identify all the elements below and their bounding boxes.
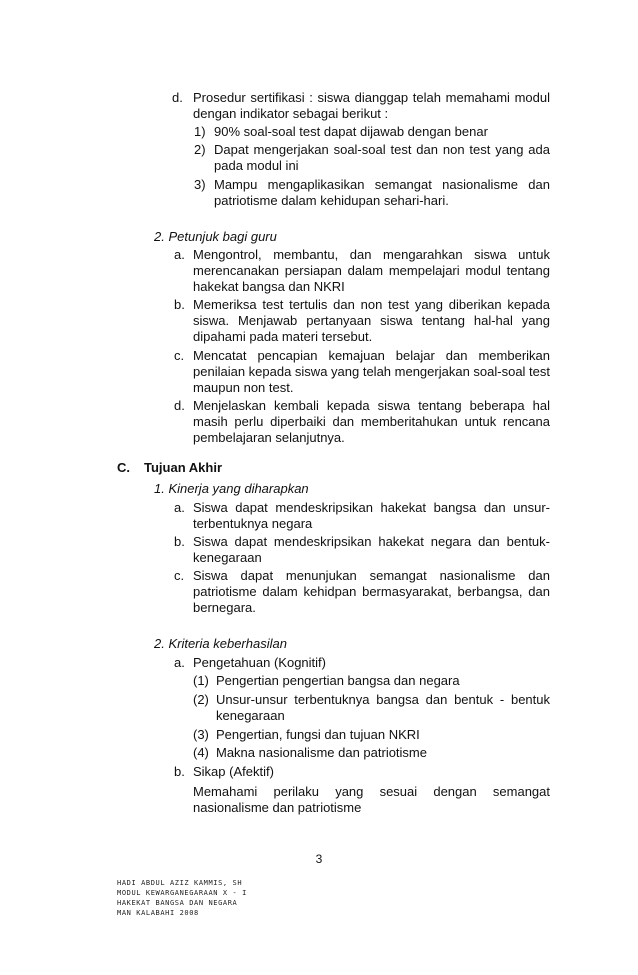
- list-item: pada modul ini: [214, 158, 299, 173]
- paragraph-line: Mencatat pencapian kemajuan belajar dan memberikan: [193, 348, 550, 363]
- footer-line: HAKEKAT BANGSA DAN NEGARA: [117, 899, 238, 907]
- list-item: Mampu mengaplikasikan semangat nasionalisme dan: [214, 177, 550, 192]
- paragraph-line: Prosedur sertifikasi : siswa dianggap telah memahami modul: [193, 90, 550, 105]
- paragraph-line: Menjelaskan kembali kepada siswa tentang beberapa hal: [193, 398, 550, 413]
- paragraph-line: masih perlu diperbaiki dan memberitahukan untuk rencana: [193, 414, 550, 429]
- paragraph-line: Siswa dapat menunjukan semangat nasionalisme dan: [193, 568, 550, 583]
- list-marker: a.: [174, 500, 185, 515]
- paragraph-line: Pengetahuan (Kognitif): [193, 655, 326, 670]
- paragraph-line: Siswa dapat mendeskripsikan hakekat bangsa dan unsur-: [193, 500, 550, 515]
- subsection-heading: 2. Petunjuk bagi guru: [154, 229, 277, 244]
- paragraph-line: dipahami pada materi tersebut.: [193, 329, 373, 344]
- paragraph-line: Memahami perilaku yang sesuai dengan semangat: [193, 784, 550, 799]
- list-marker: d.: [172, 90, 183, 105]
- paragraph-line: penilaian kepada siswa yang telah mengerjakan soal-soal test: [193, 364, 550, 379]
- list-marker: 2): [194, 142, 206, 157]
- list-item: kenegaraan: [216, 708, 285, 723]
- paragraph-line: Siswa dapat mendeskripsikan hakekat negara dan bentuk-: [193, 534, 550, 549]
- subsection-heading: 2. Kriteria keberhasilan: [154, 636, 287, 651]
- paragraph-line: Sikap (Afektif): [193, 764, 274, 779]
- list-marker: c.: [174, 348, 185, 363]
- list-marker: 1): [194, 124, 206, 139]
- footer-line: HADI ABDUL AZIZ KAMMIS, SH: [117, 879, 243, 887]
- page-number: 3: [315, 852, 323, 866]
- section-heading: Tujuan Akhir: [144, 460, 222, 475]
- list-item: Pengertian, fungsi dan tujuan NKRI: [216, 727, 420, 742]
- list-marker: a.: [174, 247, 185, 262]
- list-item: Pengertian pengertian bangsa dan negara: [216, 673, 460, 688]
- list-marker: a.: [174, 655, 185, 670]
- paragraph-line: merencanakan persiapan dalam mempelajari modul tentang: [193, 263, 550, 278]
- paragraph-line: dengan indikator sebagai berikut :: [193, 106, 389, 121]
- list-marker: b.: [174, 534, 185, 549]
- paragraph-line: maupun non test.: [193, 380, 294, 395]
- footer-line: MAN KALABAHI 2008: [117, 909, 199, 917]
- list-item: Unsur-unsur terbentuknya bangsa dan bentuk - bentuk: [216, 692, 550, 707]
- paragraph-line: Memeriksa test tertulis dan non test yang diberikan kepada: [193, 297, 550, 312]
- list-marker: (1): [193, 673, 209, 688]
- list-marker: 3): [194, 177, 206, 192]
- list-marker: b.: [174, 764, 185, 779]
- paragraph-line: Mengontrol, membantu, dan mengarahkan siswa untuk: [193, 247, 550, 262]
- paragraph-line: terbentuknya negara: [193, 516, 313, 531]
- paragraph-line: hakekat bangsa dan NKRI: [193, 279, 345, 294]
- page-footer: [117, 878, 247, 918]
- list-marker: (4): [193, 745, 209, 760]
- subsection-heading: 1. Kinerja yang diharapkan: [154, 481, 309, 496]
- paragraph-line: nasionalisme dan patriotisme: [193, 800, 362, 815]
- list-item: Dapat mengerjakan soal-soal test dan non test yang ada: [214, 142, 550, 157]
- paragraph-line: kenegaraan: [193, 550, 262, 565]
- paragraph-line: patriotisme dalam kehidpan bermasyarakat, berbangsa, dan: [193, 584, 550, 599]
- paragraph-line: pembelajaran selanjutnya.: [193, 430, 345, 445]
- list-item: patriotisme dalam kehidupan sehari-hari.: [214, 193, 449, 208]
- list-marker: b.: [174, 297, 185, 312]
- paragraph-line: siswa. Menjawab pertanyaan siswa tentang hal-hal yang: [193, 313, 550, 328]
- list-item: 90% soal-soal test dapat dijawab dengan benar: [214, 124, 488, 139]
- paragraph-line: bernegara.: [193, 600, 256, 615]
- list-item: Makna nasionalisme dan patriotisme: [216, 745, 427, 760]
- section-marker: C.: [117, 460, 130, 475]
- list-marker: d.: [174, 398, 185, 413]
- list-marker: (3): [193, 727, 209, 742]
- list-marker: (2): [193, 692, 209, 707]
- list-marker: c.: [174, 568, 185, 583]
- footer-line: MODUL KEWARGANEGARAAN X - I: [117, 889, 247, 897]
